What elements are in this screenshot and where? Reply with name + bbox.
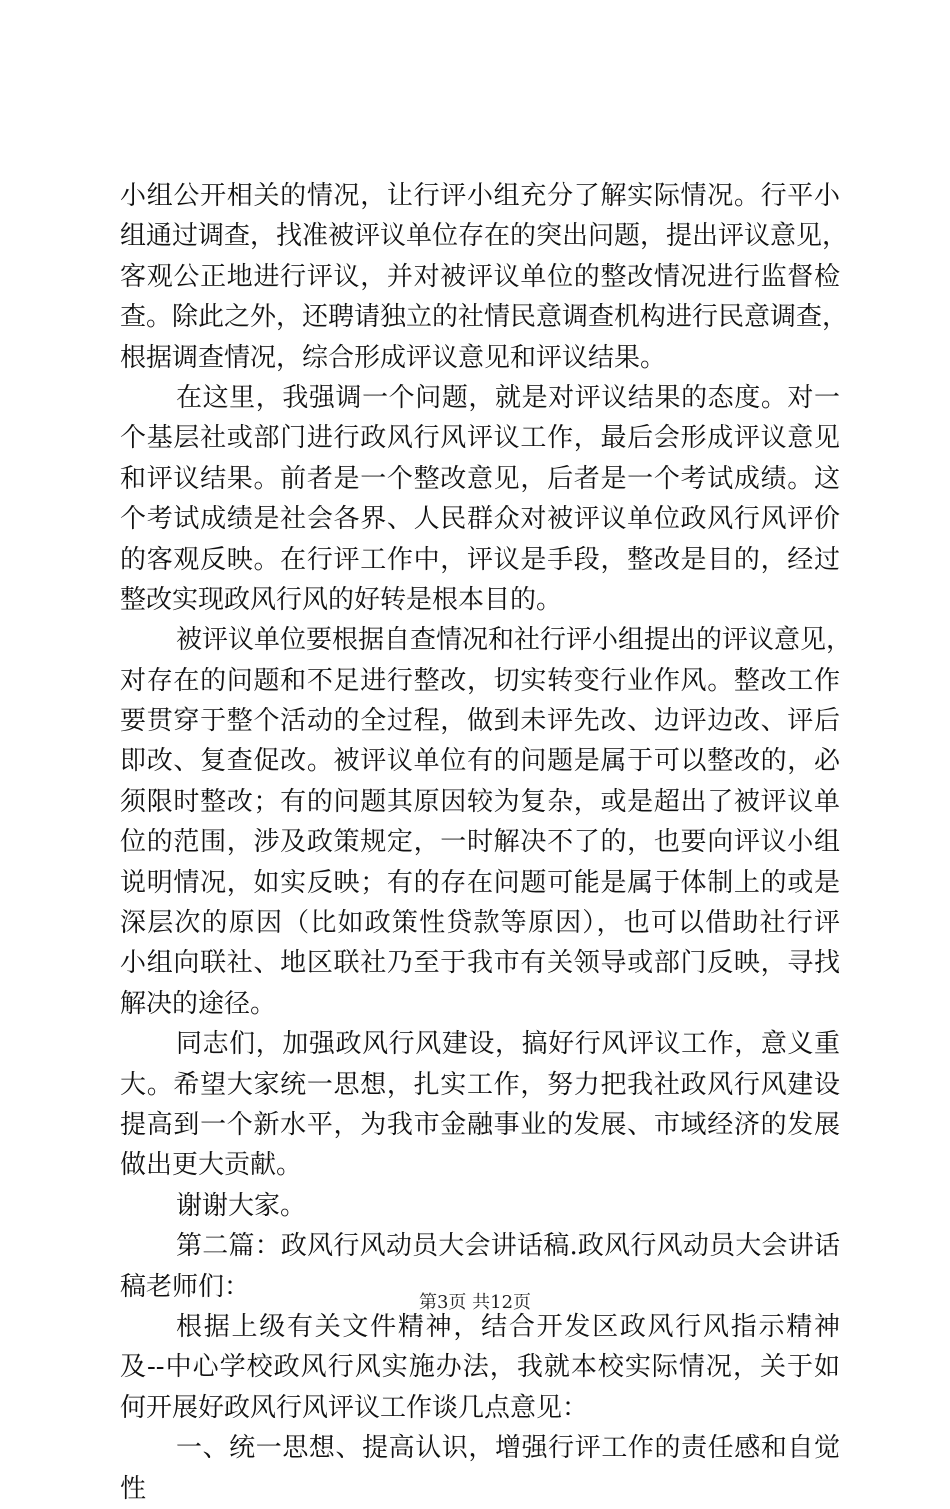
text-line: 的客观反映。在行评工作中，评议是手段，整改是目的，经过 — [120, 544, 840, 575]
text-line: 及--中心学校政风行风实施办法，我就本校实际情况，关于如 — [120, 1352, 840, 1383]
paragraph — [120, 1428, 840, 1509]
page-number-footer: 第3页 共12页 — [418, 1292, 532, 1313]
text-line: 查。除此之外，还聘请独立的社情民意调查机构进行民意调查， — [120, 302, 849, 333]
text-line: 性 — [120, 1473, 147, 1504]
text-line: 一、统一思想、提高认识，增强行评工作的责任感和自觉 — [176, 1433, 840, 1464]
text-line: 位的范围，涉及政策规定，一时解决不了的，也要向评议小组 — [120, 827, 840, 858]
paragraph — [120, 620, 853, 1024]
text-line: 大。希望大家统一思想，扎实工作，努力把我社政风行风建设 — [120, 1069, 840, 1100]
text-line: 整改实现政风行风的好转是根本目的。 — [120, 584, 563, 615]
text-line: 做出更大贡献。 — [120, 1150, 303, 1181]
paragraph — [120, 1307, 840, 1428]
text-line: 何开展好政风行风评议工作谈几点意见： — [120, 1392, 589, 1423]
text-line: 提高到一个新水平，为我市金融事业的发展、市域经济的发展 — [120, 1109, 840, 1140]
paragraph — [120, 378, 840, 620]
text-line: 根据上级有关文件精神，结合开发区政风行风指示精神 — [176, 1311, 840, 1342]
text-line: 第二篇：政风行风动员大会讲话稿.政风行风动员大会讲话 — [176, 1231, 840, 1262]
text-line: 在这里，我强调一个问题，就是对评议结果的态度。对一 — [176, 382, 840, 413]
text-line: 解决的途径。 — [120, 988, 277, 1019]
text-line: 同志们，加强政风行风建设，搞好行风评议工作，意义重 — [176, 1029, 840, 1060]
text-line: 说明情况，如实反映；有的存在问题可能是属于体制上的或是 — [120, 867, 840, 898]
text-line: 根据调查情况，综合形成评议意见和评议结果。 — [120, 342, 667, 373]
text-line: 即改、复查促改。被评议单位有的问题是属于可以整改的，必 — [120, 746, 840, 777]
text-line: 被评议单位要根据自查情况和社行评小组提出的评议意见， — [176, 625, 853, 656]
text-line: 个基层社或部门进行政风行风评议工作，最后会形成评议意见 — [120, 423, 840, 454]
text-line: 和评议结果。前者是一个整改意见，后者是一个考试成绩。这 — [120, 463, 840, 494]
text-line: 稿老师们： — [120, 1271, 251, 1302]
text-line: 客观公正地进行评议，并对被评议单位的整改情况进行监督检 — [120, 261, 840, 292]
paragraph — [120, 1186, 840, 1226]
text-line: 谢谢大家。 — [176, 1190, 307, 1221]
text-line: 要贯穿于整个活动的全过程，做到未评先改、边评边改、评后 — [120, 706, 840, 737]
text-line: 小组公开相关的情况，让行评小组充分了解实际情况。行平小 — [120, 181, 840, 211]
text-line: 深层次的原因（比如政策性贷款等原因），也可以借助社行评 — [120, 908, 840, 939]
paragraph — [120, 176, 849, 378]
text-line: 对存在的问题和不足进行整改，切实转变行业作风。整改工作 — [120, 665, 840, 696]
text-line: 小组向联社、地区联社乃至于我市有关领导或部门反映，寻找 — [120, 948, 840, 979]
text-line: 个考试成绩是社会各界、人民群众对被评议单位政风行风评价 — [120, 504, 840, 535]
text-line: 须限时整改；有的问题其原因较为复杂，或是超出了被评议单 — [120, 786, 840, 817]
text-line: 组通过调查，找准被评议单位存在的突出问题，提出评议意见， — [120, 221, 849, 252]
paragraph — [120, 1024, 840, 1186]
